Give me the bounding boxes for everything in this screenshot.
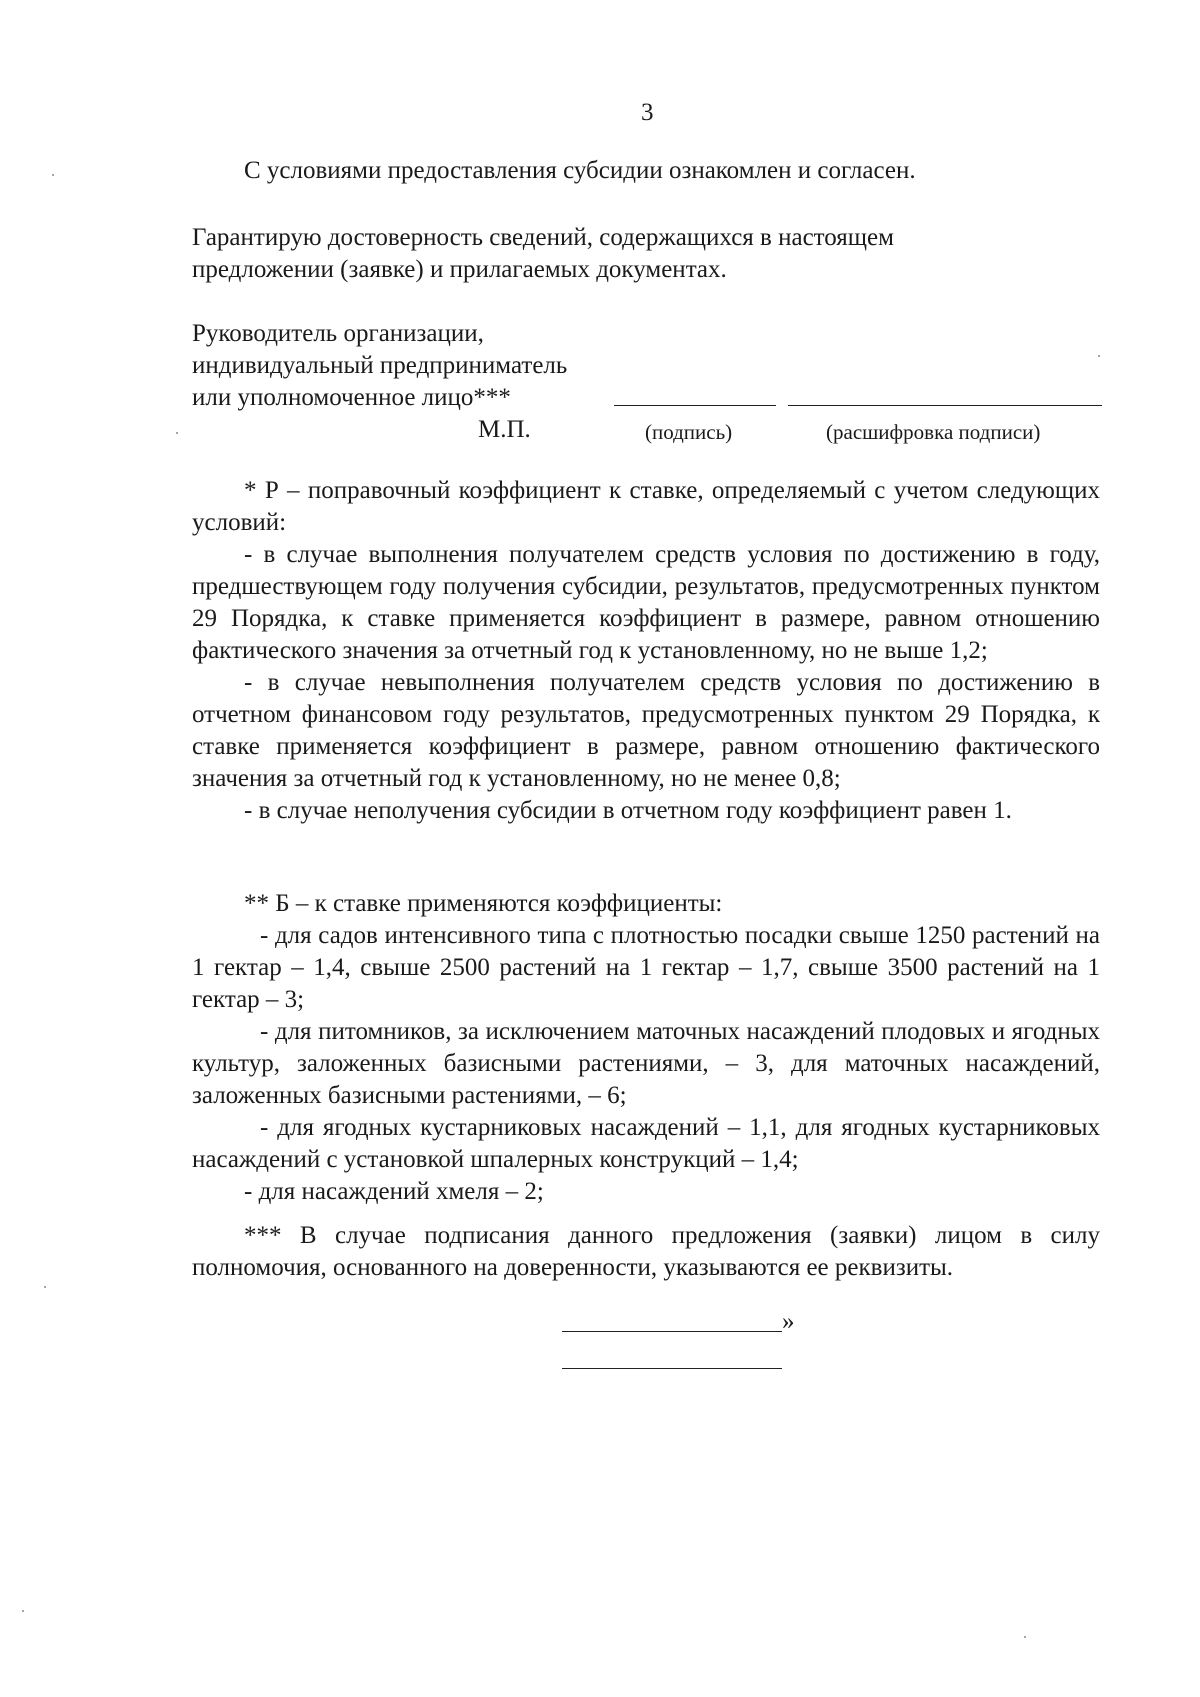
note-b-section (192, 888, 1100, 1208)
scan-speck (44, 1286, 46, 1288)
signature-decoding-line (788, 405, 1102, 406)
signature-line (614, 405, 776, 406)
note-c-text: *** В случае подписания данного предложения (заявки) лицом в силу полномочия, основанного на доверенности, указываются ее реквизиты. (192, 1222, 1100, 1281)
closing-quote-mark: » (782, 1308, 795, 1335)
signatory-line-1: Руководитель организации, (192, 320, 484, 347)
closing-line-1 (562, 1331, 782, 1332)
scan-speck (1098, 355, 1100, 357)
signature-caption: (подпись) (645, 420, 733, 444)
stamp-placeholder: М.П. (478, 416, 531, 443)
guarantee-line-1: Гарантирую достоверность сведений, содержащихся в настоящем (192, 224, 894, 251)
note-p-item: - в случае неполучения субсидии в отчетном году коэффициент равен 1. (244, 797, 1012, 824)
signatory-line-2: индивидуальный предприниматель (192, 352, 568, 379)
note-c-section (192, 1220, 1100, 1284)
scan-speck (52, 174, 54, 176)
note-b-item: - для насаждений хмеля – 2; (244, 1178, 544, 1205)
scan-speck (1024, 1636, 1026, 1638)
guarantee-line-2: предложении (заявке) и прилагаемых документах. (192, 256, 727, 283)
note-p-section (192, 475, 1100, 827)
note-b-intro: ** Б – к ставке применяются коэффициенты: (244, 890, 723, 917)
note-b-item: - для садов интенсивного типа с плотностью посадки свыше 1250 растений на 1 гектар – 1,4, свыше 2500 растений на 1 гектар – 1,7, свыше 3500 растений на 1 гектар – 3; (192, 922, 1100, 1013)
note-p-intro: * Р – поправочный коэффициент к ставке, определяемый с учетом следующих условий: (192, 477, 1100, 536)
signatory-line-3: или уполномоченное лицо*** (192, 384, 511, 411)
scan-speck (176, 432, 178, 434)
scan-speck (22, 1610, 24, 1612)
note-b-item: - для ягодных кустарниковых насаждений – 1,1, для ягодных кустарниковых насаждений с установкой шпалерных конструкций – 1,4; (192, 1114, 1100, 1173)
consent-statement: С условиями предоставления субсидии ознакомлен и согласен. (244, 157, 916, 184)
note-p-item: - в случае невыполнения получателем средств условия по достижению в отчетном финансовом году результатов, предусмотренных пунктом 29 Порядка, к ставке применяется коэффициент в размере, равном отношению фактического значения за отчетный год к установленному, но не менее 0,8; (192, 669, 1100, 792)
note-p-item: - в случае выполнения получателем средств условия по достижению в году, предшествующем году получения субсидии, результатов, предусмотренных пунктом 29 Порядка, к ставке применяется коэффициент в размере, равном отношению фактического значения за отчетный год к установленному, но не выше 1,2; (192, 541, 1100, 664)
closing-line-2 (562, 1368, 782, 1369)
page-number: 3 (641, 99, 654, 126)
signature-decoding-caption: (расшифровка подписи) (826, 420, 1041, 444)
note-b-item: - для питомников, за исключением маточных насаждений плодовых и ягодных культур, заложенных базисными растениями, – 3, для маточных насаждений, заложенных базисными растениями, – 6; (192, 1018, 1100, 1109)
